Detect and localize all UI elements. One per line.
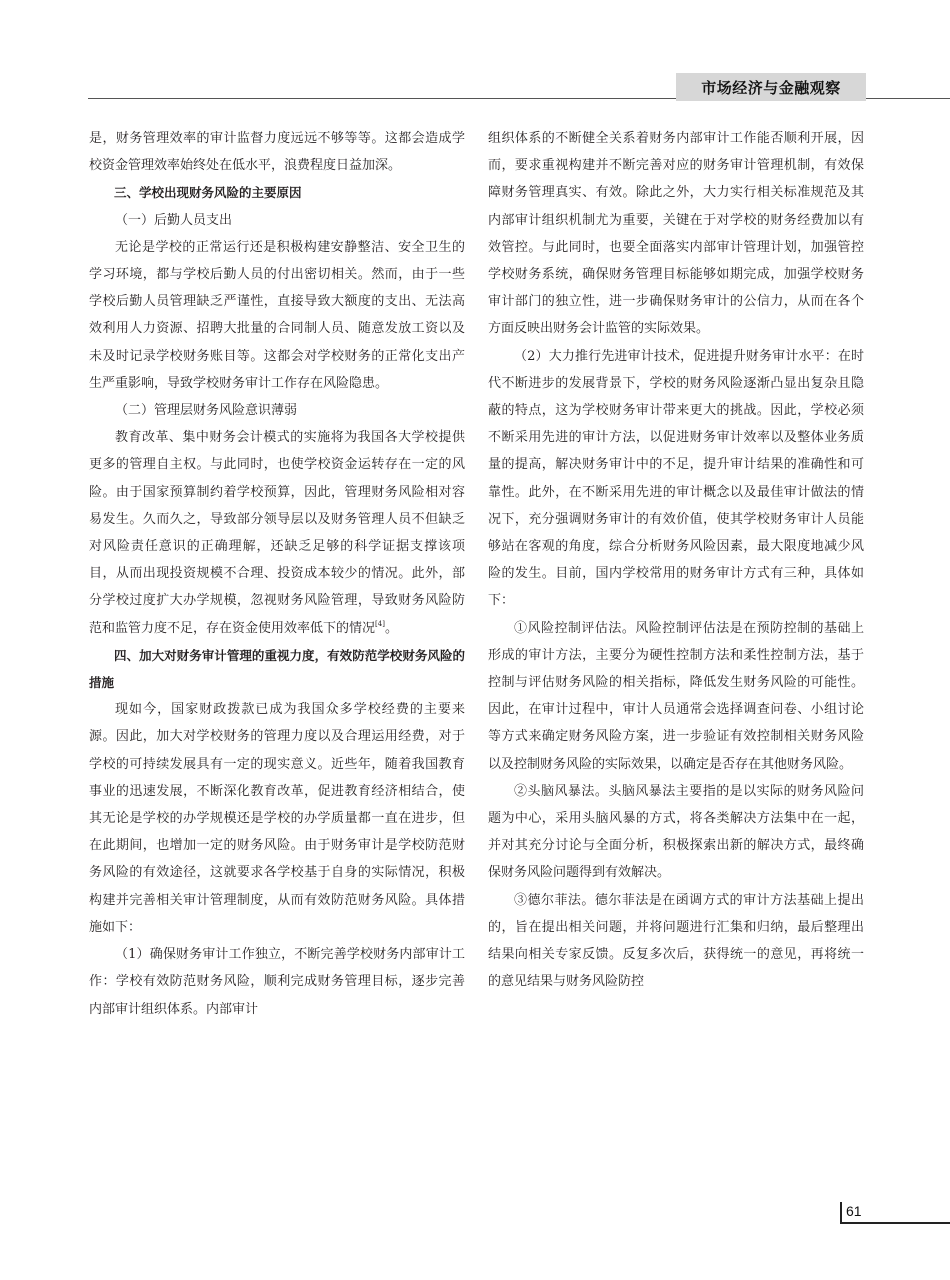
paragraph: （2）大力推行先进审计技术，促进提升财务审计水平：在时代不断进步的发展背景下，学校的财务风险逐渐凸显出复杂且隐蔽的特点，这为学校财务审计带来更大的挑战。因此，学校必须不断采用先进的审计方法，以促进财务审计效率以及整体业务质量的提高，解决财务审计中的不足，提升审计结果的准确性和可靠性。此外，在不断采用先进的审计概念以及最佳审计做法的情况下，充分强调财务审计的有效价值，使其学校财务审计人员能够站在客观的角度，综合分析财务风险因素，最大限度地减少风险的发生。目前，国内学校常用的财务审计方式有三种，具体如下： (488, 348, 864, 609)
subsection-heading: （一）后勤人员支出 (115, 212, 233, 228)
footer-rule (840, 1222, 950, 1224)
paragraph: 是，财务管理效率的审计监督力度远远不够等等。这都会造成学校资金管理效率始终处在低水平，浪费程度日益加深。 (89, 131, 465, 174)
paragraph: （1）确保财务审计工作独立，不断完善学校财务内部审计工作：学校有效防范财务风险，顺利完成财务管理目标，逐步完善内部审计组织体系。内部审计 (89, 947, 465, 1017)
right-column (488, 125, 864, 996)
paragraph-end: 。 (384, 620, 398, 636)
footer-divider (840, 1202, 842, 1223)
left-column (89, 125, 465, 1023)
section-heading: 四、加大对财务审计管理的重视力度，有效防范学校财务风险的措施 (89, 647, 465, 691)
paragraph: 组织体系的不断健全关系着财务内部审计工作能否顺利开展，因而，要求重视构建并不断完善对应的财务审计管理机制，有效保障财务管理真实、有效。除此之外，大力实行相关标准规范及其内部审计组织机制尤为重要，关键在于对学校的财务经费加以有效管控。与此同时，也要全面落实内部审计管理计划，加强管控学校财务系统，确保财务管理目标能够如期完成，加强学校财务审计部门的独立性，进一步确保财务审计的公信力，从而在各个方面反映出财务会计监管的实际效果。 (488, 131, 864, 337)
citation-ref: [4] (375, 619, 385, 628)
paragraph: 无论是学校的正常运行还是积极构建安静整洁、安全卫生的学习环境，都与学校后勤人员的付出密切相关。然而，由于一些学校后勤人员管理缺乏严谨性，直接导致大额度的支出、无法高效利用人力资源、招聘大批量的合同制人员、随意发放工资以及未及时记录学校财务账目等。这都会对学校财务的正常化支出产生严重影响，导致学校财务审计工作存在风险隐患。 (89, 239, 465, 391)
paragraph (89, 424, 465, 642)
paragraph: ①风险控制评估法。风险控制评估法是在预防控制的基础上形成的审计方法，主要分为硬性控制方法和柔性控制方法，基于控制与评估财务风险的相关指标，降低发生财务风险的可能性。因此，在审计过程中，审计人员通常会选择调查问卷、小组讨论等方式来确定财务风险方案，进一步验证有效控制相关财务风险以及控制财务风险的实际效果，以确定是否存在其他财务风险。 (488, 620, 864, 772)
journal-header (676, 73, 866, 101)
subsection-heading: （二）管理层财务风险意识薄弱 (115, 403, 298, 419)
page-number: 61 (846, 1203, 862, 1219)
paragraph: ②头脑风暴法。头脑风暴法主要指的是以实际的财务风险问题为中心，采用头脑风暴的方式，将各类解决方法集中在一起，并对其充分讨论与全面分析，积极探索出新的解决方式，最终确保财务风险问题得到有效解决。 (488, 783, 864, 881)
paragraph-text: 教育改革、集中财务会计模式的实施将为我国各大学校提供更多的管理自主权。与此同时，也使学校资金运转存在一定的风险。由于国家预算制约着学校预算，因此，管理财务风险相对容易发生。久而久之，导致部分领导层以及财务管理人员不但缺乏对风险责任意识的正确理解，还缺乏足够的科学证据支撑该项目，从而出现投资规模不合理、投资成本较少的情况。此外，部分学校过度扩大办学规模，忽视财务风险管理，导致财务风险防范和监管力度不足，存在资金使用效率低下的情况 (89, 430, 465, 636)
paragraph: ③德尔菲法。德尔菲法是在函调方式的审计方法基础上提出的，旨在提出相关问题，并将问题进行汇集和归纳，最后整理出结果向相关专家反馈。反复多次后，获得统一的意见，再将统一的意见结果与财务风险防控 (488, 892, 864, 990)
section-heading: 三、学校出现财务风险的主要原因 (114, 185, 302, 201)
journal-title: 市场经济与金融观察 (701, 78, 841, 97)
paragraph: 现如今，国家财政拨款已成为我国众多学校经费的主要来源。因此，加大对学校财务的管理力度以及合理运用经费，对于学校的可持续发展具有一定的现实意义。近些年，随着我国教育事业的迅速发展，不断深化教育改革，促进教育经济相结合，使其无论是学校的办学规模还是学校的办学质量都一直在进步，但在此期间，也增加一定的财务风险。由于财务审计是学校防范财务风险的有效途径，这就要求各学校基于自身的实际情况，积极构建并完善相关审计管理制度，从而有效防范财务风险。具体措施如下： (89, 702, 465, 935)
